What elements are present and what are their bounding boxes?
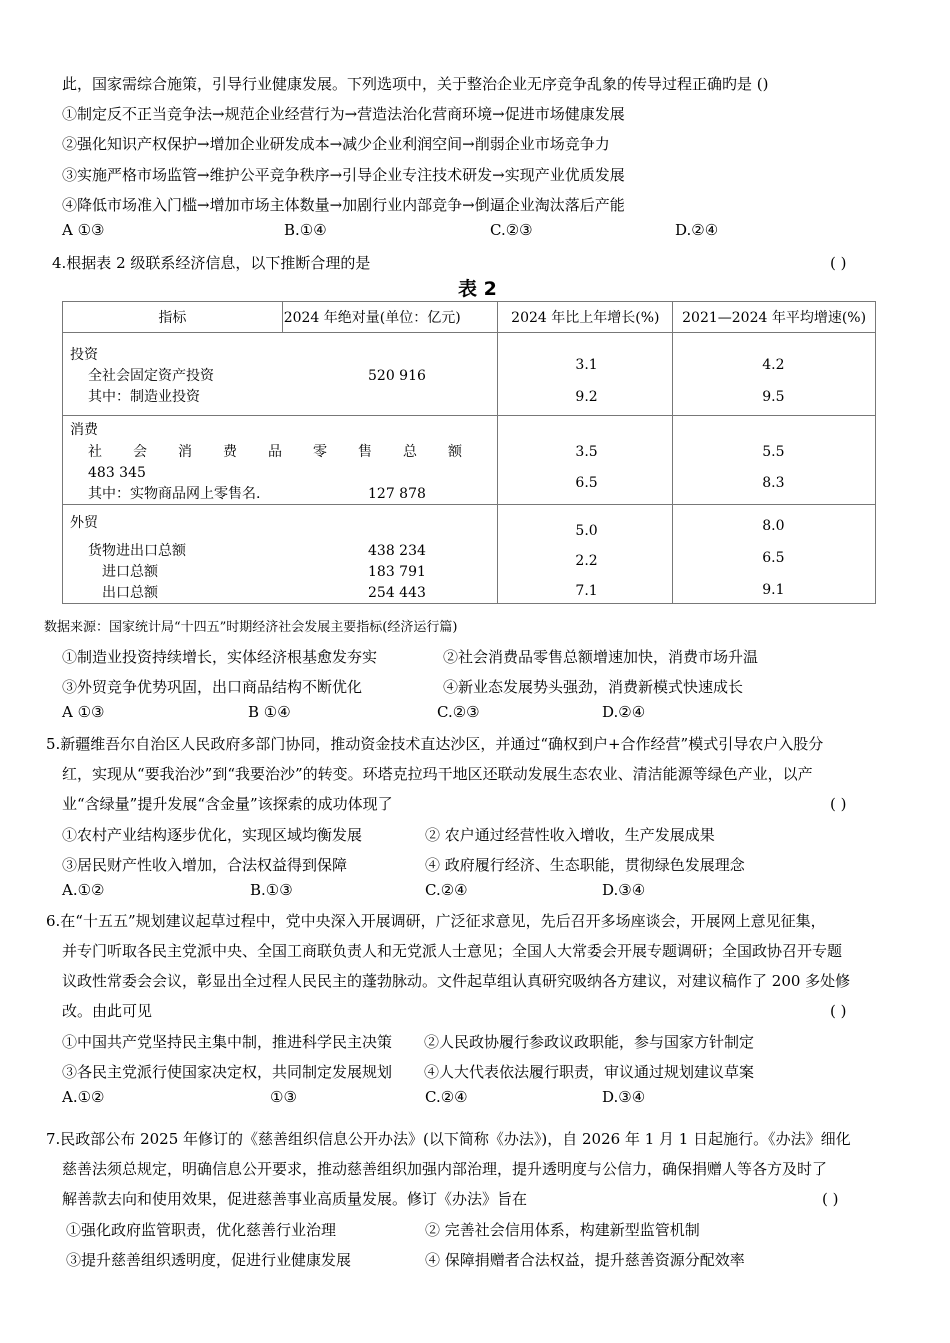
invest-row1: 全社会固定资产投资 [88,368,214,384]
trade-avg [673,505,876,604]
trade-avg-1: 8.0 [762,518,785,534]
invest-growth-2: 9.2 [575,389,598,405]
q3-choice-b: B.①④ [284,221,327,239]
consume-row2-value: 127 878 [368,486,426,502]
q5-option-2: ② 农户通过经营性收入增收，生产发展成果 [425,826,715,844]
q6-choice-c: C.②④ [425,1088,468,1106]
q4-choice-b: B ①④ [248,703,291,721]
trade-row2: 进口总额 [102,564,158,580]
table-header-absolute: 2024 年绝对量(单位：亿元) [282,302,498,333]
q7-line-2: 慈善法须总规定，明确信息公开要求，推动慈善组织加强内部治理，提升透明度与公信力，确保捐赠人等各方及时了 [62,1160,828,1178]
q7-option-4: ④ 保障捐赠者合法权益，提升慈善资源分配效率 [425,1251,745,1269]
trade-row3: 出口总额 [102,585,158,601]
trade-avg-3: 9.1 [762,582,785,598]
q4-option-3: ③外贸竞争优势巩固，出口商品结构不断优化 [62,678,363,696]
q4-choice-d: D.②④ [602,703,646,721]
q4-option-4: ④新业态发展势头强劲，消费新模式快速成长 [443,678,744,696]
q5-option-3: ③居民财产性收入增加，合法权益得到保障 [62,856,348,874]
q4-option-1: ①制造业投资持续增长，实体经济根基愈发夯实 [62,648,378,666]
q7-line-1: 7.民政部公布 2025 年修订的《慈善组织信息公开办法》(以下简称《办法》)，自 2026 年 1 月 1 日起施行。《办法》细化 [46,1130,851,1148]
invest-avg-2: 9.5 [762,389,785,405]
q3-option-1: ①制定反不正当竞争法→规范企业经营行为→营造法治化营商环境→促进市场健康发展 [62,105,625,123]
trade-avg-2: 6.5 [762,550,785,566]
table-header-growth: 2024 年比上年增长(%) [498,302,673,333]
economic-table [62,301,876,604]
q7-option-2: ② 完善社会信用体系，构建新型监管机制 [425,1221,700,1239]
table-row-invest [63,333,498,416]
q5-choice-a: A.①② [62,881,105,899]
trade-row1-value: 438 234 [368,543,426,559]
consume-avg-1: 5.5 [762,444,785,460]
q6-choice-a: A.①② [62,1088,105,1106]
consume-growth-2: 6.5 [575,475,598,491]
consume-growth [498,416,673,505]
table-source: 数据来源：国家统计局“十四五”时期经济社会发展主要指标(经济运行篇) [44,620,458,635]
invest-row2: 其中：制造业投资 [88,389,200,405]
q4-option-2: ②社会消费品零售总额增速加快，消费市场升温 [443,648,759,666]
q6-line-3: 议政性常委会会议，彰显出全过程人民民主的蓬勃脉动。文件起草组认真研究吸纳各方建议，对建议稿作了 200 多处修 [62,972,851,990]
consume-row1-char: 社 [88,444,102,460]
q6-option-1: ①中国共产党坚持民主集中制，推进科学民主决策 [62,1033,393,1051]
q5-line-1: 5.新疆维吾尔自治区人民政府多部门协同，推动资金技术直达沙区，并通过“确权到户+合作经营”模式引导农户入股分 [46,735,824,753]
consume-row1 [88,443,462,461]
q6-choice-d: D.③④ [602,1088,646,1106]
invest-avg-1: 4.2 [762,357,785,373]
trade-label: 外贸 [70,515,98,531]
table-row-trade [63,505,498,604]
q6-line-4: 改。由此可见 [62,1002,153,1020]
q3-option-4: ④降低市场准入门槛→增加市场主体数量→加剧行业内部竞争→倒逼企业淘汰落后产能 [62,196,625,214]
trade-row3-value: 254 443 [368,585,426,601]
consume-row1-char: 品 [268,444,282,460]
table-header-avg: 2021—2024 年平均增速(%) [673,302,876,333]
q3-choice-a: A ①③ [62,221,105,239]
q6-answer-paren: ( ) [830,1002,847,1020]
invest-label: 投资 [70,347,98,363]
q6-option-4: ④人大代表依法履行职责，审议通过规划建议草案 [424,1063,755,1081]
q6-option-3: ③各民主党派行使国家决定权，共同制定发展规划 [62,1063,393,1081]
q4-choice-c: C.②③ [437,703,480,721]
trade-growth-3: 7.1 [575,583,598,599]
q7-answer-paren: ( ) [822,1190,839,1208]
q4-choice-a: A ①③ [62,703,105,721]
q7-option-3: ③提升慈善组织透明度，促进行业健康发展 [66,1251,352,1269]
q5-choice-d: D.③④ [602,881,646,899]
consume-row1-char: 会 [133,444,147,460]
q5-choice-b: B.①③ [250,881,293,899]
trade-growth-1: 5.0 [575,523,598,539]
consume-row1-char: 消 [178,444,192,460]
trade-growth [498,505,673,604]
q3-option-2: ②强化知识产权保护→增加企业研发成本→减少企业利润空间→削弱企业市场竞争力 [62,135,610,153]
q6-option-2: ②人民政协履行参政议政职能，参与国家方针制定 [424,1033,755,1051]
consume-row1-value: 483 345 [88,465,146,481]
consume-row1-char: 售 [358,444,372,460]
q5-line-3: 业“含绿量”提升发展“含金量”该探索的成功体现了 [62,795,393,813]
q5-option-1: ①农村产业结构逐步优化，实现区域均衡发展 [62,826,363,844]
invest-growth [498,333,673,416]
consume-avg-2: 8.3 [762,475,785,491]
trade-growth-2: 2.2 [575,553,598,569]
q6-choice-b: ①③ [270,1088,297,1106]
table-row-consume [63,416,498,505]
consume-row2: 其中：实物商品网上零售名. [88,486,261,502]
trade-row2-value: 183 791 [368,564,426,580]
q6-line-1: 6.在“十五五”规划建议起草过程中，党中央深入开展调研，广泛征求意见，先后召开多场座谈会，开展网上意见征集， [46,912,826,930]
q5-line-2: 红，实现从“要我治沙”到“我要治沙”的转变。环塔克拉玛干地区还联动发展生态农业、清洁能源等绿色产业，以产 [62,765,813,783]
invest-row1-value: 520 916 [368,368,426,384]
q5-option-4: ④ 政府履行经济、生态职能，贯彻绿色发展理念 [425,856,745,874]
q4-answer-paren: ( ) [830,254,847,272]
q6-line-2: 并专门听取各民主党派中央、全国工商联负责人和无党派人士意见；全国人大常委会开展专题调研；全国政协召开专题 [62,942,843,960]
q3-choice-c: C.②③ [490,221,533,239]
consume-label: 消费 [70,422,98,438]
consume-row1-char: 总 [403,444,417,460]
consume-row1-char: 零 [313,444,327,460]
q5-answer-paren: ( ) [830,795,847,813]
q4-stem: 4.根据表 2 级联系经济信息，以下推断合理的是 [52,254,371,272]
invest-growth-1: 3.1 [575,357,598,373]
consume-row1-char: 费 [223,444,237,460]
q3-stem: 此，国家需综合施策，引导行业健康发展。下列选项中，关于整治企业无序竞争乱象的传导过程正确旳是 () [62,75,769,93]
invest-avg [673,333,876,416]
q7-line-3: 解善款去向和使用效果，促进慈善事业高质量发展。修订《办法》旨在 [62,1190,528,1208]
table-header-indicator: 指标 [63,302,283,333]
trade-row1: 货物进出口总额 [88,543,186,559]
q3-choice-d: D.②④ [675,221,719,239]
q3-option-3: ③实施严格市场监管→维护公平竞争秩序→引导企业专注技术研发→实现产业优质发展 [62,166,625,184]
consume-avg [673,416,876,505]
table-title: 表 2 [458,278,497,300]
consume-growth-1: 3.5 [575,444,598,460]
consume-row1-char: 额 [448,444,462,460]
q7-option-1: ①强化政府监管职责，优化慈善行业治理 [66,1221,337,1239]
q5-choice-c: C.②④ [425,881,468,899]
